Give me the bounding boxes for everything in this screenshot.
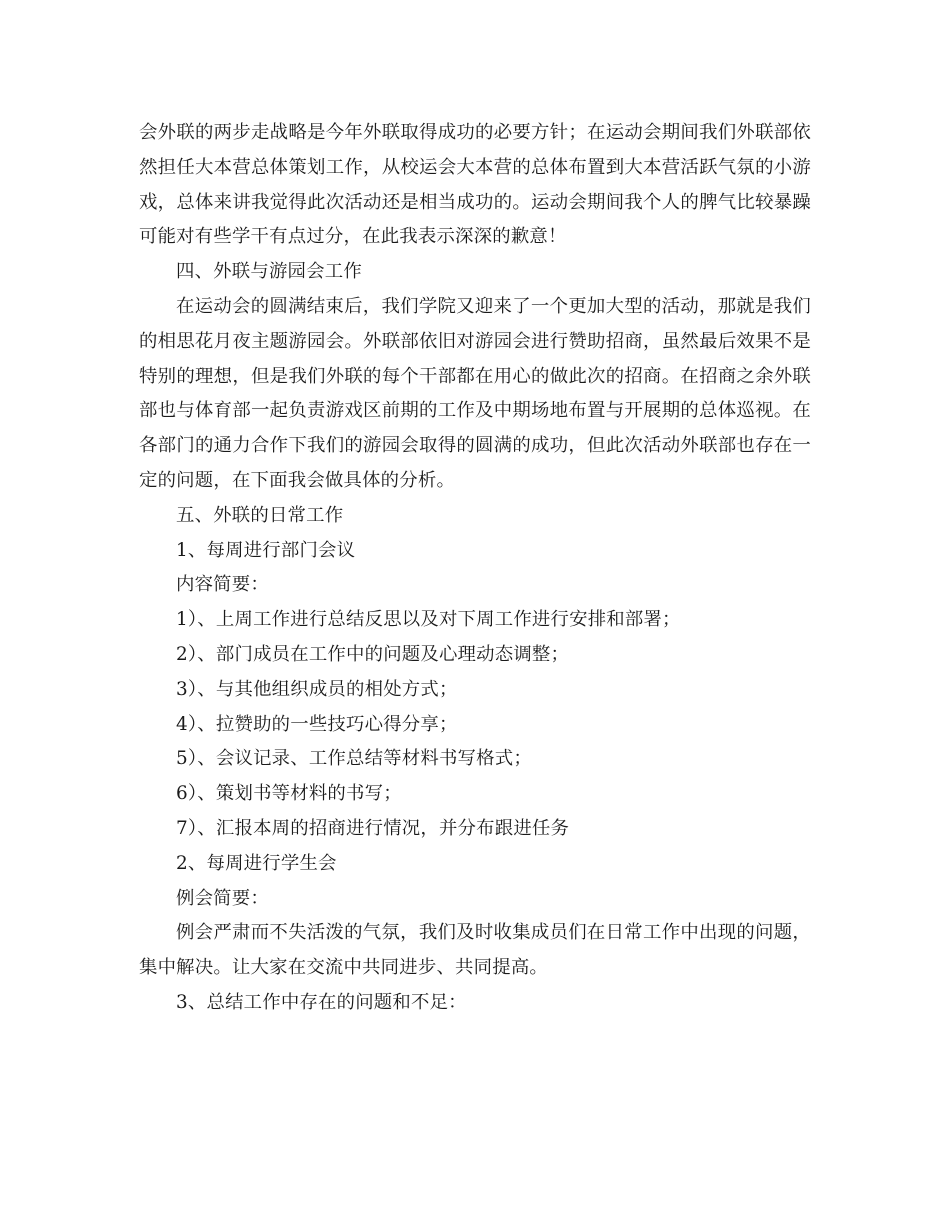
list-item: 5）、会议记录、工作总结等材料书写格式； (176, 748, 532, 770)
section-heading-4: 四、外联与游园会工作 (176, 261, 362, 283)
list-item: 1）、上周工作进行总结反思以及对下周工作进行安排和部署； (176, 609, 681, 631)
subheading-weekly-department-meeting: 1、每周进行部门会议 (176, 539, 356, 561)
label-content-summary: 内容简要： (176, 574, 269, 596)
label-meeting-summary: 例会简要： (176, 887, 269, 909)
list-item: 4）、拉赞助的一些技巧心得分享； (176, 713, 458, 735)
document-body (139, 116, 811, 1021)
list-item: 3）、与其他组织成员的相处方式； (176, 678, 458, 700)
paragraph-garden-party: 在运动会的圆满结束后，我们学院又迎来了一个更加大型的活动，那就是我们的相思花月夜主题游园会。外联部依旧对游园会进行赞助招商，虽然最后效果不是特别的理想，但是我们外联的每个干部都在用心的做此次的招商。在招商之余外联部也与体育部一起负责游戏区前期的工作及中期场地布置与开展期的总体巡视。在各部门的通力合作下我们的游园会取得的圆满的成功，但此次活动外联部也存在一定的问题，在下面我会做具体的分析。 (139, 295, 811, 491)
section-heading-5: 五、外联的日常工作 (176, 504, 344, 526)
paragraph-meeting-atmosphere: 例会严肃而不失活泼的气氛，我们及时收集成员们在日常工作中出现的问题，集中解决。让大家在交流中共同进步、共同提高。 (139, 922, 811, 979)
subheading-problems-and-shortcomings: 3、总结工作中存在的问题和不足： (176, 991, 467, 1013)
paragraph-sports-meet-summary: 会外联的两步走战略是今年外联取得成功的必要方针；在运动会期间我们外联部依然担任大本营总体策划工作，从校运会大本营的总体布置到大本营活跃气氛的小游戏，总体来讲我觉得此次活动还是相当成功的。运动会期间我个人的脾气比较暴躁可能对有些学干有点过分，在此我表示深深的歉意！ (139, 122, 811, 248)
subheading-weekly-student-union: 2、每周进行学生会 (176, 852, 337, 874)
list-item: 7）、汇报本周的招商进行情况，并分布跟进任务 (176, 817, 570, 839)
list-item: 2）、部门成员在工作中的问题及心理动态调整； (176, 643, 570, 665)
list-item: 6）、策划书等材料的书写； (176, 783, 402, 805)
